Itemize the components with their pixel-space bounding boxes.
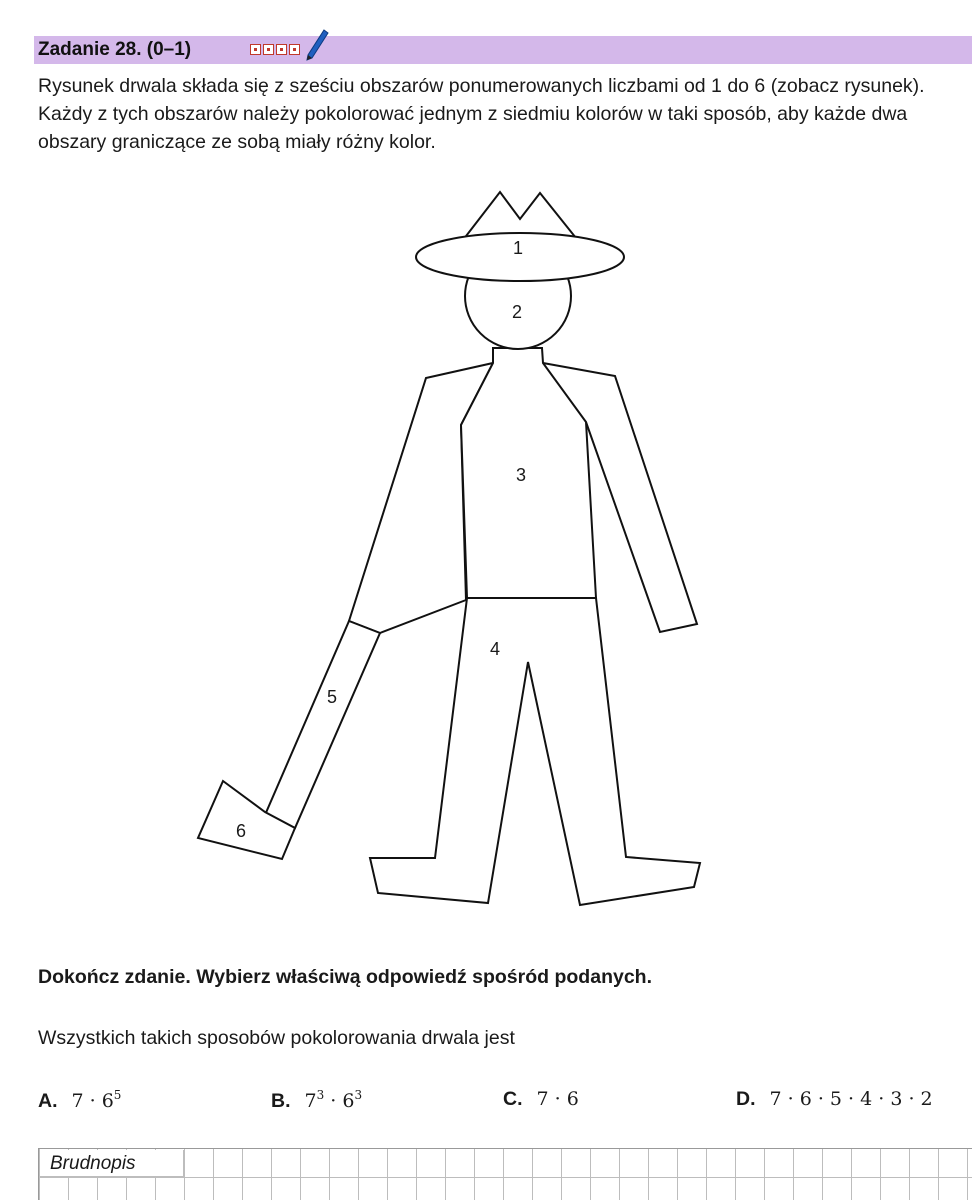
option-separator: ·	[324, 1090, 343, 1112]
option-letter: D.	[736, 1088, 756, 1110]
score-box	[289, 44, 300, 55]
region-label-5: 5	[327, 687, 338, 707]
option-base: 6	[342, 1090, 355, 1112]
score-box	[263, 44, 274, 55]
legs-region	[370, 598, 700, 905]
option-base: 7 · 6	[71, 1090, 114, 1112]
region-label-6: 6	[236, 821, 247, 841]
option-letter: A.	[38, 1090, 58, 1112]
option-base: 7	[304, 1090, 317, 1112]
question-stem: Wszystkich takich sposobów pokolorowania drwala jest	[38, 1027, 515, 1049]
option-exponent: 5	[113, 1088, 122, 1102]
pen-icon	[304, 28, 330, 62]
option-expression: 7 · 6 · 5 · 4 · 3 · 2	[769, 1088, 933, 1110]
task-title: Zadanie 28. (0–1)	[38, 39, 192, 60]
option-letter: B.	[271, 1090, 291, 1112]
region-label-3: 3	[516, 465, 527, 485]
region-label-1: 1	[513, 238, 524, 258]
option-d[interactable]	[736, 1088, 933, 1111]
score-box	[250, 44, 261, 55]
option-expression	[305, 1088, 363, 1112]
option-expression	[72, 1088, 122, 1112]
score-boxes	[250, 44, 302, 55]
option-c[interactable]	[503, 1088, 579, 1111]
option-b[interactable]	[271, 1088, 362, 1113]
draft-label: Brudnopis	[40, 1150, 184, 1177]
option-a[interactable]	[38, 1088, 121, 1113]
option-expression: 7 · 6	[536, 1088, 579, 1110]
region-label-2: 2	[512, 302, 523, 322]
axe-handle-region	[265, 621, 380, 828]
lumberjack-figure	[0, 180, 980, 920]
task-intro: Rysunek drwala składa się z sześciu obszarów ponumerowanych liczbami od 1 do 6 (zobacz rysunek). Każdy z tych obszarów należy pokolorować jednym z siedmiu kolorów w taki sposób, aby każde dwa obszary graniczące ze sobą miały różny kolor.	[38, 75, 925, 153]
option-letter: C.	[503, 1088, 523, 1110]
region-label-4: 4	[490, 639, 501, 659]
score-box	[276, 44, 287, 55]
option-exponent: 3	[316, 1088, 325, 1102]
draft-grid[interactable]	[38, 1148, 972, 1200]
option-exponent: 3	[354, 1088, 363, 1102]
question-instruction: Dokończ zdanie. Wybierz właściwą odpowiedź spośród podanych.	[38, 966, 652, 988]
